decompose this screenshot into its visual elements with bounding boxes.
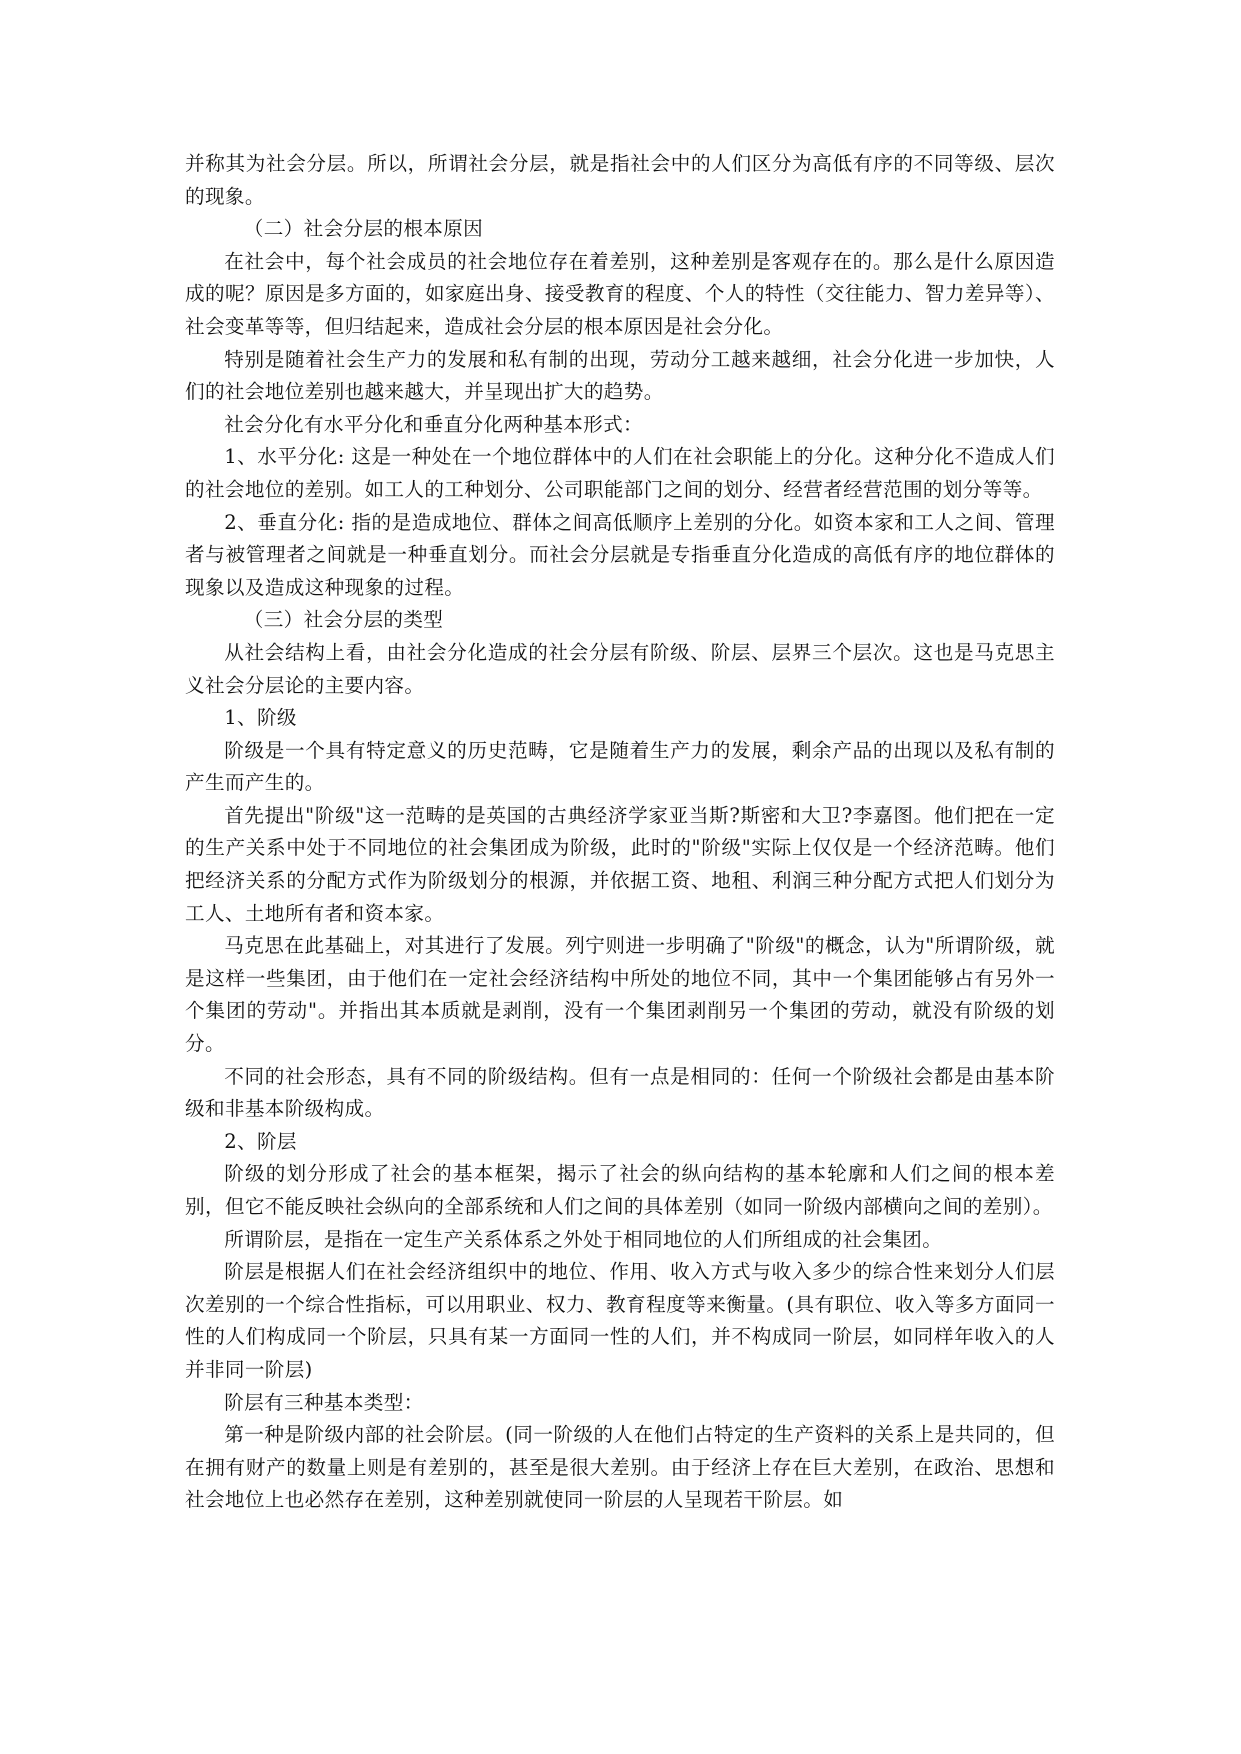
paragraph: 首先提出"阶级"这一范畴的是英国的古典经济学家亚当斯?斯密和大卫?李嘉图。他们把在一定的生产关系中处于不同地位的社会集团成为阶级，此时的"阶级"实际上仅仅是一个经济范畴。他们把经济关系的分配方式作为阶级划分的根源，并依据工资、地租、利润三种分配方式把人们划分为工人、土地所有者和资本家。 xyxy=(185,803,1055,925)
paragraph: 马克思在此基础上，对其进行了发展。列宁则进一步明确了"阶级"的概念，认为"所谓阶级，就是这样一些集团，由于他们在一定社会经济结构中所处的地位不同，其中一个集团能够占有另外一个集团的劳动"。并指出其本质就是剥削，没有一个集团剥削另一个集团的劳动，就没有阶级的划分。 xyxy=(185,934,1055,1056)
paragraph: 特别是随着社会生产力的发展和私有制的出现，劳动分工越来越细，社会分化进一步加快，人们的社会地位差别也越来越大，并呈现出扩大的趋势。 xyxy=(185,347,1055,404)
paragraph: 1、水平分化: 这是一种处在一个地位群体中的人们在社会职能上的分化。这种分化不造成人们的社会地位的差别。如工人的工种划分、公司职能部门之间的划分、经营者经营范围的划分等等。 xyxy=(185,445,1055,501)
paragraph: 所谓阶层，是指在一定生产关系体系之外处于相同地位的人们所组成的社会集团。 xyxy=(224,1227,943,1251)
paragraph: 从社会结构上看，由社会分化造成的社会分层有阶级、阶层、层界三个层次。这也是马克思主义社会分层论的主要内容。 xyxy=(185,640,1055,697)
paragraph: 阶层有三种基本类型： xyxy=(224,1390,424,1414)
subsection-heading: 2、阶层 xyxy=(224,1129,297,1153)
section-heading: （二）社会分层的根本原因 xyxy=(243,217,484,241)
document-page xyxy=(185,148,1055,1517)
paragraph: 在社会中，每个社会成员的社会地位存在着差别，这种差别是客观存在的。那么是什么原因造成的呢？原因是多方面的，如家庭出身、接受教育的程度、个人的特性（交往能力、智力差异等）、社会变革等等，但归结起来，造成社会分层的根本原因是社会分化。 xyxy=(185,249,1055,338)
paragraph: 阶层是根据人们在社会经济组织中的地位、作用、收入方式与收入多少的综合性来划分人们层次差别的一个综合性指标，可以用职业、权力、教育程度等来衡量。(具有职位、收入等多方面同一性的人们构成同一个阶层，只具有某一方面同一性的人们，并不构成同一阶层，如同样年收入的人并非同一阶层) xyxy=(185,1260,1055,1381)
section-heading: （三）社会分层的类型 xyxy=(243,608,444,632)
paragraph: 阶级的划分形成了社会的基本框架，揭示了社会的纵向结构的基本轮廓和人们之间的根本差别，但它不能反映社会纵向的全部系统和人们之间的具体差别（如同一阶级内部横向之间的差别）。 xyxy=(185,1162,1055,1218)
paragraph: 不同的社会形态，具有不同的阶级结构。但有一点是相同的：任何一个阶级社会都是由基本阶级和非基本阶级构成。 xyxy=(185,1064,1055,1121)
paragraph: 第一种是阶级内部的社会阶层。(同一阶级的人在他们占特定的生产资料的关系上是共同的，但在拥有财产的数量上则是有差别的，甚至是很大差别。由于经济上存在巨大差别，在政治、思想和社会地位上也必然存在差别，这种差别就使同一阶层的人呈现若干阶层。如 xyxy=(185,1423,1055,1512)
paragraph: 社会分化有水平分化和垂直分化两种基本形式： xyxy=(224,412,644,436)
paragraph: 阶级是一个具有特定意义的历史范畴，它是随着生产力的发展，剩余产品的出现以及私有制的产生而产生的。 xyxy=(185,738,1055,795)
paragraph: 2、垂直分化: 指的是造成地位、群体之间高低顺序上差别的分化。如资本家和工人之间、管理者与被管理者之间就是一种垂直划分。而社会分层就是专指垂直分化造成的高低有序的地位群体的现象以及造成这种现象的过程。 xyxy=(185,510,1055,599)
subsection-heading: 1、阶级 xyxy=(224,706,297,730)
paragraph: 并称其为社会分层。所以，所谓社会分层，就是指社会中的人们区分为高低有序的不同等级、层次的现象。 xyxy=(185,152,1055,208)
